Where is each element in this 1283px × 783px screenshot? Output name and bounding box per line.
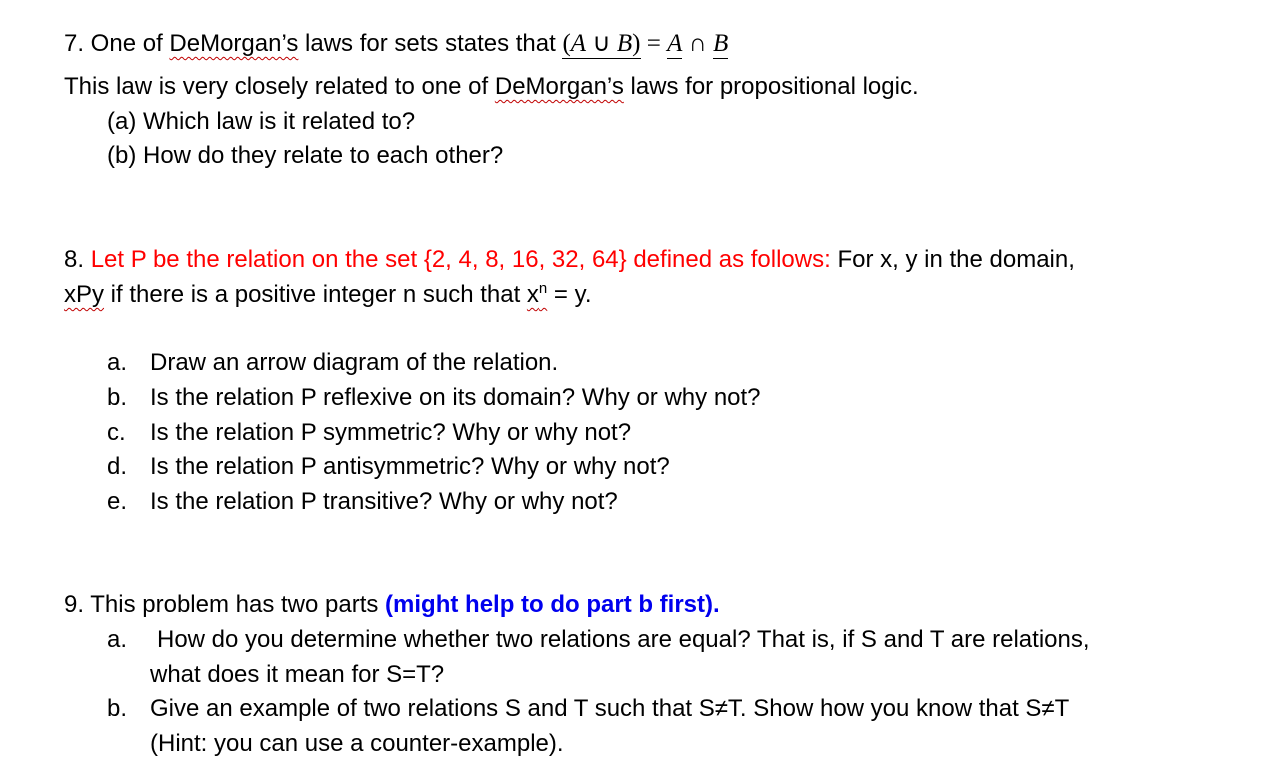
q7-rhs-b: B [712, 30, 729, 57]
q8-item-a-text: Draw an arrow diagram of the relation. [150, 349, 559, 376]
q7-demorgans: DeMorgan’s [169, 30, 299, 57]
q8-item-c-text: Is the relation P symmetric? Why or why not? [150, 419, 632, 446]
q8-num: 8. [64, 246, 91, 273]
q7-demorgans-2: DeMorgan’s [494, 73, 624, 100]
q8-item-b-label: b. [107, 384, 128, 411]
q8-item-d-label: d. [107, 453, 128, 480]
q8-item-a-label: a. [107, 349, 128, 376]
q9-b-line2: (Hint: you can use a counter-example). [150, 730, 564, 757]
q9-intro: 9. This problem has two parts [64, 591, 386, 618]
q7-line1 [64, 30, 728, 59]
q7-intro: 7. One of [64, 30, 170, 57]
q8-black-text: For x, y in the domain, [830, 246, 1075, 273]
q7-intersect: ∩ [682, 30, 713, 57]
q7-part-b: (b) How do they relate to each other? [107, 142, 504, 169]
q9-b-label: b. [107, 695, 128, 722]
q7-part-a: (a) Which law is it related to? [107, 108, 416, 135]
q9-a-label: a. [107, 626, 128, 653]
q8-line2: xPy if there is a positive integer n such that $x^n = y$. [64, 280, 592, 308]
q7-formula [562, 30, 728, 57]
q8-item-c-label: c. [107, 419, 126, 446]
q8-item-b-text: Is the relation P reflexive on its domain? Why or why not? [150, 384, 761, 411]
q8-item-e-text: Is the relation P transitive? Why or why not? [150, 488, 618, 515]
q7-lhs-complement: (A ∪ B) [562, 30, 641, 57]
q9-line1 [64, 591, 720, 619]
q8-line1 [64, 246, 1075, 274]
q9-hint: (might help to do part b first). [385, 591, 720, 618]
q8-xpy: xPy [64, 281, 105, 308]
q9-a-line1: How do you determine whether two relations are equal? That is, if S and T are relations, [157, 626, 1090, 653]
q8-xn: $x^n$ [526, 280, 548, 308]
q9-b-line1: Give an example of two relations S and T such that S≠T. Show how you know that S≠T [150, 695, 1070, 722]
q7-intro-rest: laws for sets states that [298, 30, 563, 57]
q8-item-e-label: e. [107, 488, 128, 515]
q7-equals: = [640, 30, 668, 57]
q7-rhs-a: A [667, 30, 683, 57]
q8-red-text: Let P be the relation on the set {2, 4, 8, 16, 32, 64} defined as follows: [90, 246, 831, 273]
q8-item-d-text: Is the relation P antisymmetric? Why or why not? [150, 453, 670, 480]
q9-a-line2: what does it mean for S=T? [150, 661, 445, 688]
q7-line2: This law is very closely related to one of DeMorgan’s laws for propositional logic. [64, 73, 919, 100]
